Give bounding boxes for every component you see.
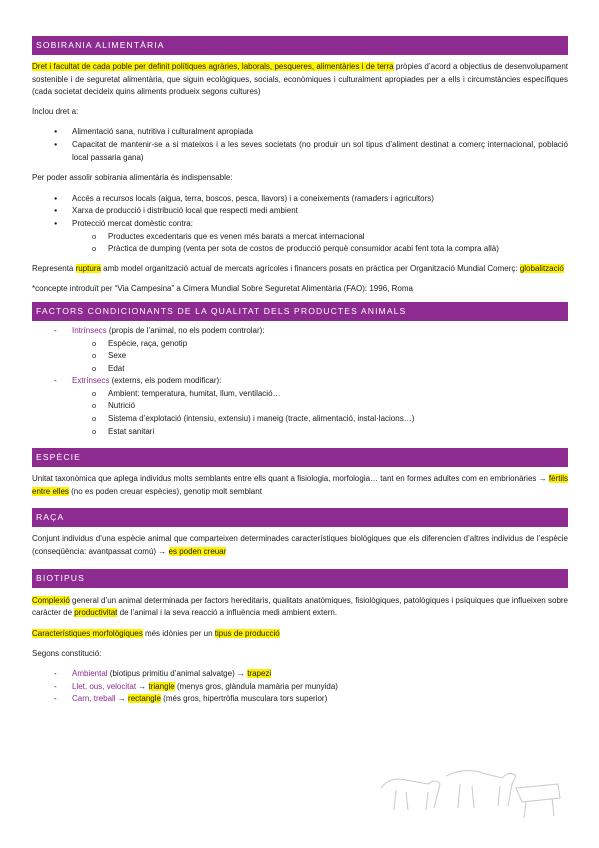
shape-highlight: triangle [148, 681, 175, 691]
morfologic-paragraph [32, 628, 568, 641]
includes-list [32, 126, 568, 164]
list-item: o Sistema d’explotació (intensiu, extensiu) i maneig (tracte, alimentació, instal·lacions…) [32, 413, 568, 426]
productivitat-highlight: productivitat [74, 608, 118, 618]
complexio-highlight: Complexió [32, 595, 70, 605]
type-extra: (més gros, hipertròfia musculara tors superior) [160, 694, 328, 704]
list-item: o Nutrició [32, 400, 568, 413]
section-header-sobirania: SOBIRANIA ALIMENTÀRIA [32, 36, 568, 55]
especie-text-2: (no es poden creuar espècies), genotip molt semblant [68, 486, 262, 496]
represent-text: Representa [32, 263, 76, 273]
especie-definition [32, 473, 568, 498]
list-item: ● Alimentació sana, nutritiva i culturalment apropiada [32, 126, 568, 139]
definition-rest: pròpies d’acord a objectius de desenvolupament sostenible i de seguretat alimentària, que siguin ecològiques, socials, econòmiques i culturalment apropiades per a ells i circumstàncies específiques (cada societat decideix quins aliments produeix segons cultures) [32, 62, 568, 97]
list-item: ● Capacitat de mantenir-se a si mateixos i a les seves societats (no produir un sol tipus d’aliment destinat a comerç internacional, població local passaria gana) [32, 139, 568, 164]
creuar-highlight: es poden creuar [168, 547, 227, 557]
extrinsic-label: Extrínsecs [72, 376, 110, 386]
intrinsic-list [32, 338, 568, 376]
extrinsic-desc: (externs, els podem modificar): [109, 376, 222, 386]
type-label: Carn, treball [72, 694, 116, 704]
list-item: ● Xarxa de producció i distribució local que respecti medi ambient [32, 205, 568, 218]
list-item [32, 681, 568, 694]
biotipus-text-2: de l’animal i la seva reacció a influència medi ambient extern. [117, 608, 338, 618]
list-item: o Productes excedentaris que es venen més barats a mercat internacional [32, 231, 568, 244]
document-page [32, 36, 568, 706]
list-item: o Edat [32, 363, 568, 376]
raca-definition [32, 533, 568, 558]
section-header-especie: ESPÈCIE [32, 448, 568, 467]
raca-text: Conjunt individus d’una espècie animal que comparteixen determinades característiques biològiques que els diferencien d’altres individus de l’espècie (conseqüència: avantpassat comú) → [32, 534, 568, 557]
especie-text: Unitat taxonòmica que aplega individus molts semblants entre ells quant a fisiologia, morfologia… tant en formes adultes com en embrionàries → [32, 474, 549, 484]
shape-highlight: trapezi [247, 669, 272, 678]
list-item: o Ambient: temperatura, humitat, llum, ventilació… [32, 388, 568, 401]
biotipus-text: general d’un animal determinada per factors hereditaris, qualitats anatòmiques, fisiològiques, patològiques i psíquiques que influeixen sobre caràcter de [32, 595, 568, 618]
biotipus-definition [32, 595, 568, 620]
list-item: ● Protecció mercat domèstic contra: [32, 218, 568, 231]
sobirania-definition [32, 61, 568, 99]
ruptura-highlight: ruptura [75, 263, 101, 273]
list-item: ● Accés a recursos locals (aigua, terra, boscos, pesca, llavors) i a coneixements (ramaders i agricultors) [32, 193, 568, 206]
represent-text-2: amb model organització actual de mercats agrícoles i financers posats en pràctica per Organització Mundial Comerç: [100, 263, 520, 273]
section-header-raca: RAÇA [32, 508, 568, 527]
list-item: o Pràctica de dumping (venta per sota de costos de producció perquè consumidor acabi fent tota la compra allà) [32, 243, 568, 256]
section-header-biotipus: BIOTIPUS [32, 569, 568, 588]
caracteristiques-highlight: Característiques morfològiques [32, 628, 143, 638]
type-label: Llet, ous, velocitat [72, 681, 137, 691]
type-desc: → [115, 694, 129, 704]
includes-label: Inclou dret a: [32, 106, 79, 116]
globalitzacio-highlight: globalització [519, 263, 564, 273]
definition-highlight: Dret i facultat de cada poble per definit polítiques agràries, laborals, pesqueres, alimentàries i de terra [32, 62, 394, 71]
factors-list [32, 325, 568, 338]
extrinsic-item [32, 375, 568, 388]
list-item: o Sexe [32, 350, 568, 363]
intrinsic-desc: (propis de l’animal, no els podem controlar): [106, 325, 265, 335]
segons-label: Segons constitució: [32, 649, 102, 659]
intrinsic-label: Intrínsecs [72, 325, 107, 335]
extrinsic-list [32, 388, 568, 438]
list-item [32, 693, 568, 706]
type-desc: → [136, 681, 149, 691]
section-header-factors: FACTORS CONDICIONANTS DE LA QUALITAT DELS PRODUCTES ANIMALS [32, 302, 568, 321]
list-item [32, 668, 568, 681]
factors-list-2 [32, 375, 568, 388]
type-extra: (menys gros, glàndula mamària per munyida) [174, 681, 338, 691]
intrinsic-item [32, 325, 568, 338]
concept-note: *concepte introduït per “Via Campesina” a Cimera Mundial Sobre Seguretat Alimentària (FAO): 1996, Roma [32, 284, 413, 294]
animal-sketch-icon [376, 758, 566, 823]
needs-label: Per poder assolir sobirania alimentària és indispensable: [32, 173, 233, 183]
needs-list [32, 193, 568, 231]
type-desc: (biotipus primitiu d’animal salvatge) → [107, 669, 248, 678]
fertils-highlight: fèrtils entre elles [32, 474, 568, 496]
tipus-produccio-highlight: tipus de producció [214, 628, 280, 638]
protection-list [32, 231, 568, 256]
constitution-list [32, 668, 568, 706]
shape-highlight: rectangle [128, 694, 161, 704]
type-label: Ambiental [72, 669, 108, 678]
list-item: o Espècie, raça, genotip [32, 338, 568, 351]
list-item: o Estat sanitari [32, 426, 568, 439]
morfologic-text: més idònies per un [142, 628, 215, 638]
represent-paragraph [32, 263, 568, 276]
